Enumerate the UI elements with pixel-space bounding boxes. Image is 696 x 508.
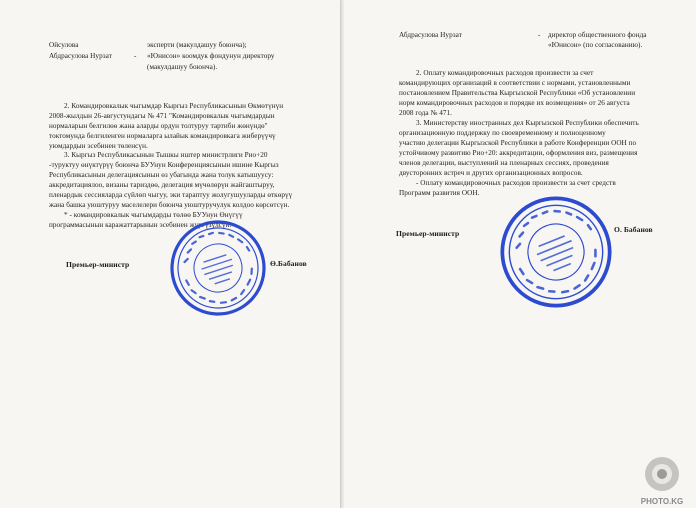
paragraph-line: * - командировкалык чыгымдарды төлөө БУУнун Өнүгүү [64, 211, 243, 219]
signatory-role: «Юнисон» коомдук фондунун директору [147, 52, 275, 60]
signatory-role: «Юнисон» (по согласованию). [548, 41, 643, 49]
paragraph-line: - Оплату командировочных расходов произвести за счет средств [416, 179, 616, 187]
signature-title: Премьер-министр [396, 229, 460, 238]
signature-name: Ө.Бабанов [270, 259, 307, 268]
signatory-name: Ойсулова [49, 41, 79, 49]
photo-kg-logo-icon [634, 454, 690, 494]
paragraph-line: аккредитациялоо, визаны тариздөө, делегация мүчөлөрүн жайгаштыруу, [49, 181, 275, 189]
paragraph-line: 3. Кыргыз Республикасынын Тышкы иштер министрлиги Рио+20 [64, 151, 268, 159]
signatory-role: (макулдашуу боюнча). [147, 63, 218, 71]
paragraph-line: 3. Министерству иностранных дел Кыргызской Республики обеспечить [416, 119, 639, 127]
paragraph-line: 2. Оплату командировочных расходов произвести за счет [416, 69, 594, 77]
paragraph-line: участию делегации Кыргызской Республики в работе Конференции ООН по [399, 139, 637, 147]
paragraph-line: командирующих организаций в соответствии с нормами, установленными [399, 79, 631, 87]
photo-kg-watermark [634, 454, 690, 504]
signatory-dash: - [538, 31, 541, 39]
paragraph-line: 2008 года № 471. [399, 109, 453, 117]
signatory-name: Абдрасулова Нурзат [399, 31, 462, 39]
signatory-dash: - [134, 52, 137, 60]
paragraph-line: норм командировочных расходов и порядке их возмещения» от 26 августа [399, 99, 630, 107]
paragraph-line: организационную поддержку по своевременному и полноценному [399, 129, 606, 137]
paragraph-line: Республикасынын делегациясынын өз убагында жана толук катышуусу: [49, 171, 274, 179]
signatory-role: эксперти (макулдашуу боюнча); [147, 41, 247, 49]
signatory-role: директор общественного фонда [548, 31, 647, 39]
paragraph-line: уюмдардын эсебинен төленсүн. [49, 142, 148, 150]
signatory-name: Абдрасулова Нурзат [49, 52, 112, 60]
paragraph-line: программасынын каражаттарынын эсебинен жүргүзүлсүн. [49, 221, 232, 229]
paragraph-line: двусторонних встреч и других организационных вопросов. [399, 169, 583, 177]
paragraph-line: пленардык сессияларда сүйлөп чыгуу, эки тараптуу жолугушууларды өткөрүү [49, 191, 293, 199]
watermark-text: PHOTO.KG [640, 497, 684, 506]
paragraph-line: жана башка уюштуруу маселелери боюнча уюштуручулук колдоо көрсөтсүн. [49, 201, 290, 209]
paragraph-line: 2008-жылдын 26-августундагы № 471 "Командировкалык чыгымдардын [49, 112, 275, 120]
paragraph-line: нормаларын белгилөө жана аларды ордун толтуруу тартибн жөнүндө" [49, 122, 268, 130]
paragraph-line: Программ развития ООН. [399, 189, 480, 197]
signature-name: О. Бабанов [614, 225, 653, 234]
official-stamp [483, 179, 629, 325]
left-page-kyrgyz [0, 0, 340, 508]
signature-title: Премьер-министр [66, 260, 130, 269]
paragraph-line: постановлением Правительства Кыргызской Республики «Об установлении [399, 89, 636, 97]
paragraph-line: членов делегации, выступлений на пленарных сессиях, проведения [399, 159, 609, 167]
paragraph-line: -туруктуу өнүктүрүү боюнча БУУнун Конференциясынын ишине Кыргыз [49, 161, 279, 169]
paragraph-line: 2. Командировкалык чыгымдар Кыргыз Республикасынын Өкмөтүнүн [64, 102, 284, 110]
paragraph-line: токтомунда белгиленген нормаларга ылайык командировкага жиберүүчү [49, 132, 276, 140]
right-page-russian [344, 0, 696, 508]
paragraph-line: устойчивому развитию Рио+20: аккредитации, оформления виз, размещения [399, 149, 638, 157]
